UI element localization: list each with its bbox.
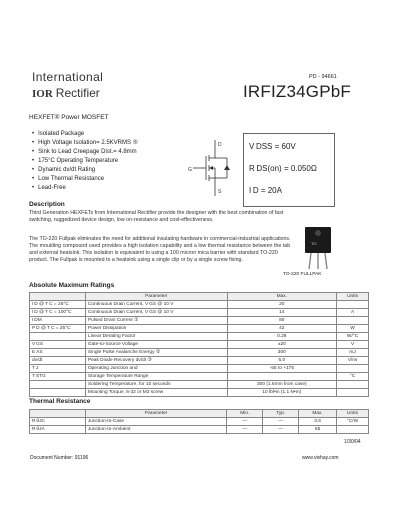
cell-max: 65 <box>299 426 337 434</box>
cell-parameter: Linear Derating Factor <box>85 333 227 341</box>
cell-parameter: Continuous Drain Current, V GS @ 10 V <box>85 301 227 309</box>
cell-max: 5.0 <box>227 357 337 365</box>
table-row <box>30 341 369 349</box>
table-row <box>30 381 369 389</box>
feature-item: • Sink to Lead Creepage Dist.= 4.8mm <box>32 148 138 157</box>
key-specs-box <box>243 133 335 207</box>
table-row <box>30 389 369 397</box>
abs-max-table <box>29 292 369 397</box>
cell-symbol: R θJA <box>30 426 86 434</box>
cell-units: A <box>337 309 369 317</box>
table-row <box>30 333 369 341</box>
cell-max: 300 <box>227 349 337 357</box>
table-row <box>30 309 369 317</box>
ior-logo-mark: IOR <box>32 88 53 100</box>
table-row <box>30 325 369 333</box>
cell-parameter: Pulsed Drain Current ① <box>85 317 227 325</box>
cell-units: mJ <box>337 349 369 357</box>
source-label: S <box>218 189 222 195</box>
cell-max: 3.6 <box>299 418 337 426</box>
cell-units <box>337 389 369 397</box>
spec-vdss: V DSS = 60V <box>249 142 296 151</box>
cell-units <box>337 365 369 373</box>
cell-max <box>227 373 337 381</box>
cell-parameter: Continuous Drain Current, V GS @ 10 V <box>85 309 227 317</box>
cell-min: — <box>227 426 263 434</box>
package-label: TO-220 FULLPAK <box>283 272 322 277</box>
col-header-parameter: Parameter <box>85 410 227 418</box>
cell-symbol: R θJC <box>30 418 86 426</box>
cell-parameter: Storage Temperature Range <box>85 373 227 381</box>
description-para2: The TO-220 Fullpak eliminates the need for additional insulating hardware in commercial-industrial applications. The moulding compound used provides a high isolation capability and a low thermal resistance between the tab and external heatsink. This isolation is equivalent to using a 100 micron mica barrier with standard TO-220 product. The Fullpak is mounted to a heatsink using a single clip or by a single screw fixing. <box>29 236 291 263</box>
gate-label: G <box>188 167 192 173</box>
col-header-parameter: Parameter <box>85 293 227 301</box>
description-heading: Description <box>29 201 65 208</box>
cell-typ: — <box>263 426 299 434</box>
cell-symbol <box>30 389 86 397</box>
subtitle: HEXFET® Power MOSFET <box>29 114 109 121</box>
cell-parameter: Power Dissipation <box>85 325 227 333</box>
cell-symbol: E AS <box>30 349 86 357</box>
col-header <box>30 293 86 301</box>
cell-max: 14 <box>227 309 337 317</box>
feature-item: • High Voltage Isolation= 2.5KVRMS ⑤ <box>32 139 138 148</box>
cell-units: V <box>337 341 369 349</box>
cell-parameter: Operating Junction and <box>85 365 227 373</box>
cell-symbol: T J <box>30 365 86 373</box>
feature-item: • Isolated Package <box>32 130 138 139</box>
to220-package-image <box>295 225 345 270</box>
logo-line1: International <box>32 70 104 84</box>
cell-max: 0.28 <box>227 333 337 341</box>
cell-min: — <box>227 418 263 426</box>
col-header-units: Units <box>337 410 369 418</box>
feature-item: • Dynamic dv/dt Rating <box>32 166 138 175</box>
table-header-row <box>30 293 369 301</box>
cell-symbol: I DM <box>30 317 86 325</box>
cell-units <box>337 426 369 434</box>
cell-parameter: Mounting Torque, 6-32 or M3 screw <box>85 389 227 397</box>
cell-units: V/ns <box>337 357 369 365</box>
col-header-max: Max. <box>299 410 337 418</box>
logo-line2 <box>32 86 100 100</box>
table-row <box>30 373 369 381</box>
cell-symbol <box>30 333 86 341</box>
cell-parameter: Junction-to-Ambient <box>85 426 227 434</box>
cell-max: ±20 <box>227 341 337 349</box>
cell-symbol: I D @ T C = 25°C <box>30 301 86 309</box>
cell-max: 10 lbf•in (1.1 N•m) <box>227 389 337 397</box>
mosfet-symbol-icon <box>185 138 235 198</box>
cell-max: -55 to +175 <box>227 365 337 373</box>
cell-parameter: Junction-to-Case <box>85 418 227 426</box>
cell-units <box>337 381 369 389</box>
package-mark: TO <box>311 241 317 246</box>
feature-item: • Low Thermal Resistance <box>32 175 138 184</box>
table-row <box>30 349 369 357</box>
cell-symbol: I D @ T C = 100°C <box>30 309 86 317</box>
cell-units: °C/W <box>337 418 369 426</box>
cell-symbol: dv/dt <box>30 357 86 365</box>
table-row <box>30 357 369 365</box>
cell-units <box>337 301 369 309</box>
footer-doc-number: Document Number: 91196 <box>30 455 89 461</box>
cell-symbol: T STG <box>30 373 86 381</box>
part-number: IRFIZ34GPbF <box>243 82 352 101</box>
cell-parameter: Gate-to-Source Voltage <box>85 341 227 349</box>
cell-typ: — <box>263 418 299 426</box>
description-para1: Third Generation HEXFETs from International Rectifier provide the designer with the best combination of fast switching, ruggedized device design, low on-resistance and cost-effectiveness. <box>29 210 284 223</box>
cell-parameter: Soldering Temperature, for 10 seconds <box>85 381 227 389</box>
cell-max: 80 <box>227 317 337 325</box>
feature-list <box>32 130 138 193</box>
thermal-table <box>29 409 369 434</box>
cell-max: 42 <box>227 325 337 333</box>
col-header-max: Max. <box>227 293 337 301</box>
col-header-units: Units <box>337 293 369 301</box>
cell-units: W <box>337 325 369 333</box>
cell-parameter: Peak Diode Recovery dv/dt ③ <box>85 357 227 365</box>
cell-symbol: P D @ T C = 25°C <box>30 325 86 333</box>
logo-line2-text: Rectifier <box>55 86 100 100</box>
cell-max: 20 <box>227 301 337 309</box>
revision-date: 1/30/04 <box>344 439 361 445</box>
cell-symbol <box>30 381 86 389</box>
table-row <box>30 418 369 426</box>
pd-number: PD - 94661 <box>309 74 337 80</box>
cell-units <box>337 317 369 325</box>
table-row <box>30 365 369 373</box>
drain-label: D <box>218 142 222 148</box>
table-row <box>30 317 369 325</box>
cell-max: 300 (1.6mm from case) <box>227 381 337 389</box>
spec-id: I D = 20A <box>249 186 282 195</box>
thermal-heading: Thermal Resistance <box>29 398 91 405</box>
col-header <box>30 410 86 418</box>
abs-max-heading: Absolute Maximum Ratings <box>29 282 115 289</box>
footer-website: www.vishay.com <box>302 455 339 461</box>
col-header-typ: Typ. <box>263 410 299 418</box>
table-row <box>30 426 369 434</box>
table-row <box>30 301 369 309</box>
cell-parameter: Single Pulse Avalanche Energy ② <box>85 349 227 357</box>
col-header-min: Min. <box>227 410 263 418</box>
cell-units: °C <box>337 373 369 381</box>
cell-symbol: V GS <box>30 341 86 349</box>
feature-item: • 175°C Operating Temperature <box>32 157 138 166</box>
cell-units: W/°C <box>337 333 369 341</box>
table-header-row <box>30 410 369 418</box>
feature-item: • Lead-Free <box>32 184 138 193</box>
spec-rds-on: R DS(on) = 0.050Ω <box>249 164 317 173</box>
